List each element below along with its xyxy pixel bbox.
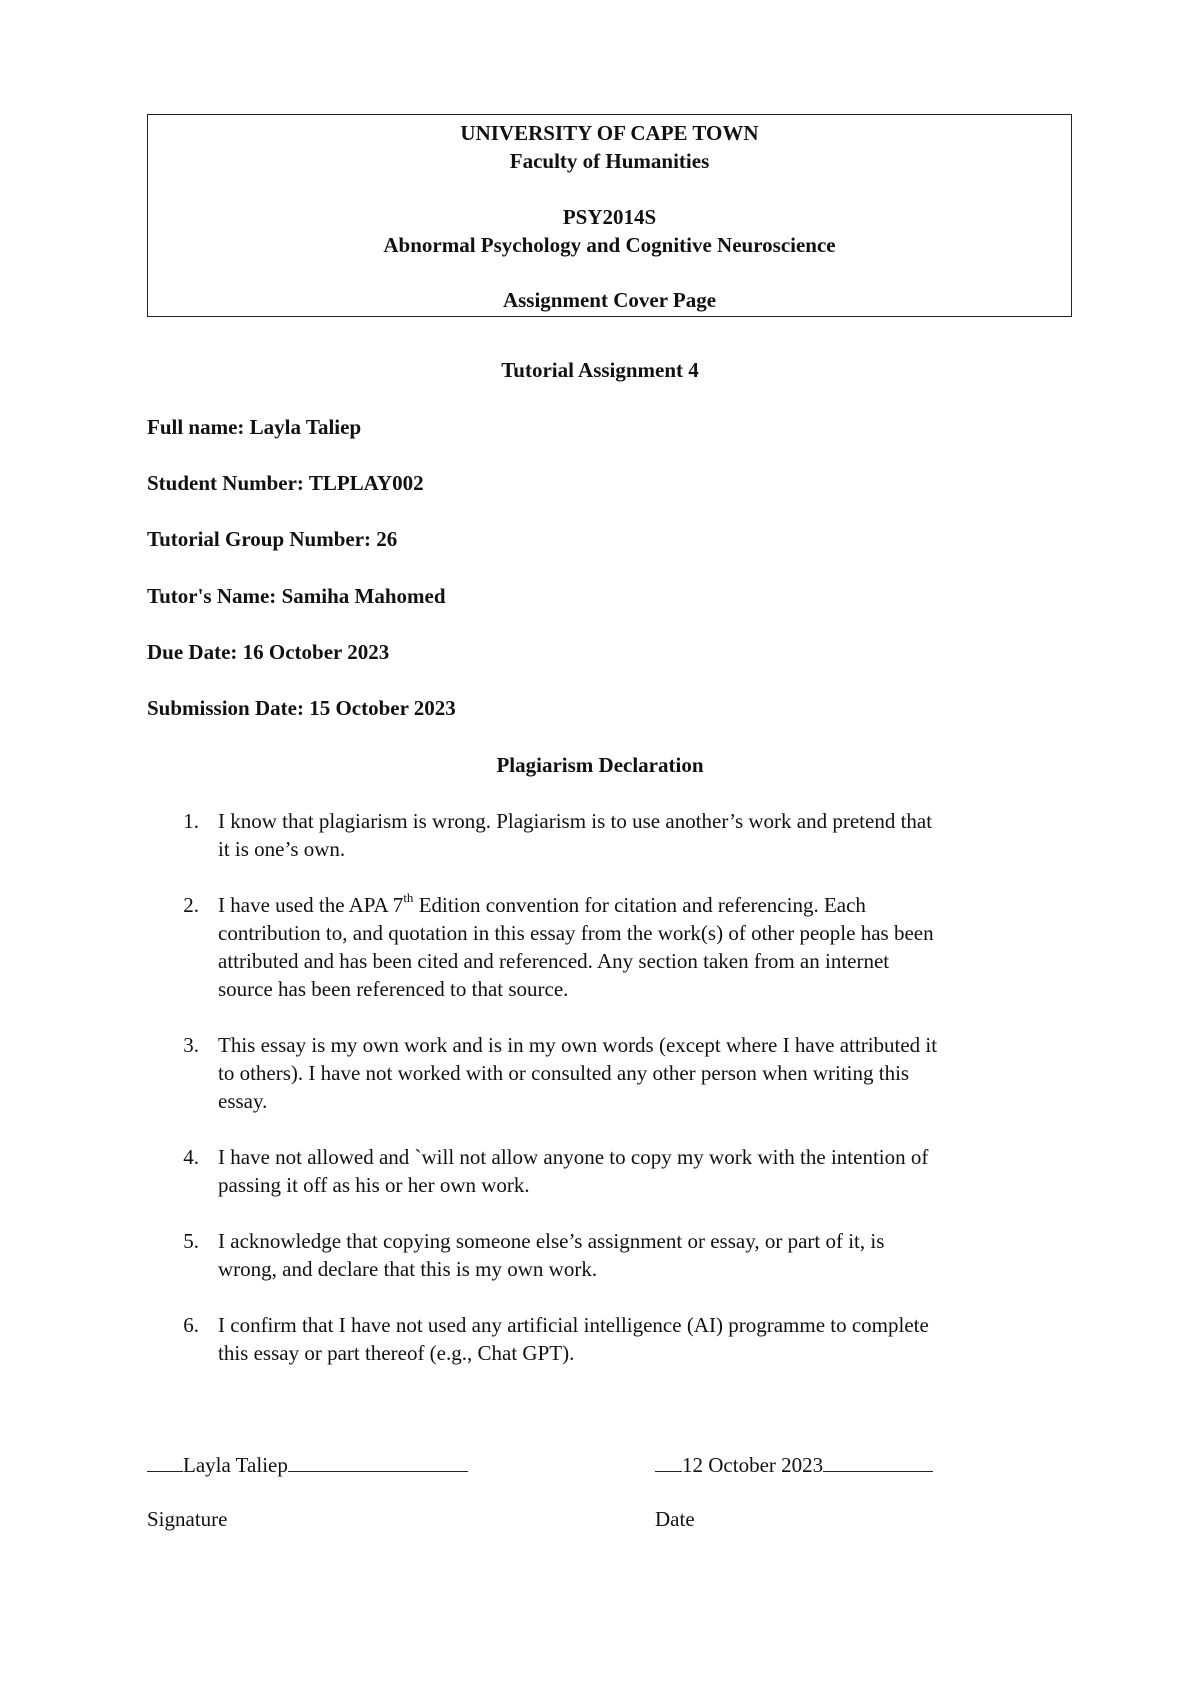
signature-line	[147, 1449, 468, 1479]
assignment-title: Tutorial Assignment 4	[501, 358, 699, 382]
field-full-name	[147, 413, 361, 441]
field-label: Submission Date:	[147, 696, 304, 720]
course-code: PSY2014S	[562, 205, 657, 229]
list-item-text: I confirm that I have not used any artificial intelligence (AI) programme to complete this essay or part thereof (e.g., Chat GPT).	[218, 1313, 929, 1365]
underline	[147, 1449, 183, 1472]
underline	[655, 1449, 682, 1472]
field-value: TLPLAY002	[308, 471, 424, 495]
field-submission-date	[147, 694, 456, 722]
field-value: Samiha Mahomed	[281, 584, 446, 608]
page-title: Assignment Cover Page	[502, 288, 717, 312]
list-item-text	[218, 891, 1058, 1003]
text-before: I have used the APA 7	[218, 893, 404, 917]
list-item-text: This essay is my own work and is in my own words (except where I have attributed it to others). I have not worked with or consulted any other person when writing this essay.	[218, 1033, 938, 1113]
field-student-number	[147, 469, 424, 497]
list-item-number: 3.	[183, 1033, 199, 1057]
underline	[823, 1449, 933, 1472]
list-item-number: 4.	[183, 1145, 199, 1169]
superscript: th	[403, 890, 414, 905]
field-tutor-name	[147, 582, 446, 610]
signature-name: Layla Taliep	[183, 1453, 288, 1477]
field-due-date	[147, 638, 389, 666]
course-name: Abnormal Psychology and Cognitive Neuroscience	[383, 233, 836, 257]
date-line	[655, 1449, 933, 1479]
field-value: Layla Taliep	[249, 415, 362, 439]
signature-label: Signature	[147, 1507, 228, 1531]
field-value: 16 October 2023	[242, 640, 390, 664]
list-item-text: I know that plagiarism is wrong. Plagiarism is to use another’s work and pretend that it is one’s own.	[218, 809, 933, 861]
field-label: Student Number:	[147, 471, 304, 495]
field-value: 26	[376, 527, 398, 551]
field-tutorial-group	[147, 525, 397, 553]
faculty-name: Faculty of Humanities	[509, 149, 710, 173]
field-label: Tutor's Name:	[147, 584, 277, 608]
list-item-number: 1.	[183, 809, 199, 833]
underline	[288, 1449, 468, 1472]
signature-date: 12 October 2023	[682, 1453, 824, 1477]
list-item-number: 5.	[183, 1229, 199, 1253]
declaration-title: Plagiarism Declaration	[496, 753, 704, 777]
field-label: Full name:	[147, 415, 245, 439]
list-item-text: I have not allowed and `will not allow anyone to copy my work with the intention of passing it off as his or her own work.	[218, 1145, 929, 1197]
text-after: Edition convention for citation and referencing. Each contribution to, and quotation in this essay from the work(s) of other people has been attributed and has been cited and referenced. Any section taken from an internet source has been referenced to that source.	[218, 893, 934, 1001]
list-item-number: 6.	[183, 1313, 199, 1337]
list-item-number: 2.	[183, 893, 199, 917]
date-label: Date	[655, 1507, 695, 1531]
field-value: 15 October 2023	[309, 696, 456, 720]
field-label: Tutorial Group Number:	[147, 527, 372, 551]
field-label: Due Date:	[147, 640, 238, 664]
university-name: UNIVERSITY OF CAPE TOWN	[460, 121, 759, 145]
list-item-text: I acknowledge that copying someone else’s assignment or essay, or part of it, is wrong, and declare that this is my own work.	[218, 1229, 885, 1281]
header-box	[147, 114, 1072, 317]
